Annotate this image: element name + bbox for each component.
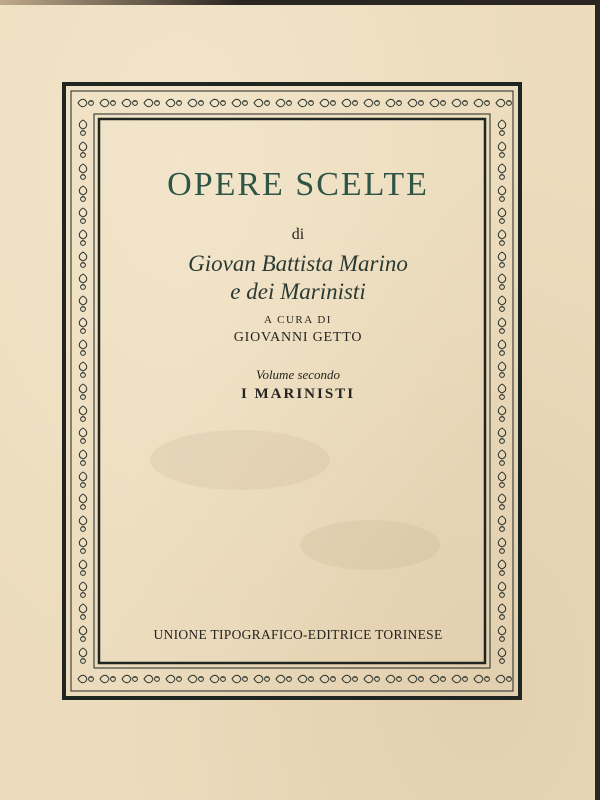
acorn-leaf-icon (498, 582, 506, 597)
curator-name: GIOVANNI GETTO (233, 330, 363, 345)
acorn-leaf-icon (498, 450, 506, 465)
acorn-leaf-icon (364, 675, 379, 683)
acorn-leaf-icon (474, 99, 489, 107)
acorn-leaf-icon (498, 428, 506, 443)
acorn-leaf-icon (496, 99, 511, 107)
acorn-leaf-icon (386, 99, 401, 107)
acorn-leaf-icon (320, 675, 335, 683)
acorn-leaf-icon (452, 675, 467, 683)
volume-title: I MARINISTI (240, 386, 356, 402)
acorn-leaf-icon (232, 99, 247, 107)
acorn-leaf-icon (474, 675, 489, 683)
acorn-leaf-icon (430, 675, 445, 683)
acorn-leaf-icon (100, 675, 115, 683)
acorn-leaf-icon (364, 99, 379, 107)
acorn-leaf-icon (498, 538, 506, 553)
acorn-leaf-icon (122, 99, 137, 107)
acorn-leaf-icon (78, 99, 93, 107)
acorn-leaf-icon (79, 406, 87, 421)
curator-label: A CURA DI (264, 314, 332, 326)
acorn-leaf-icon (144, 99, 159, 107)
by-label: di (291, 226, 305, 243)
acorn-leaf-icon (498, 406, 506, 421)
acorn-leaf-icon (298, 99, 313, 107)
acorn-leaf-icon (166, 99, 181, 107)
acorn-leaf-icon (320, 99, 335, 107)
acorn-leaf-icon (79, 648, 87, 663)
acorn-leaf-icon (100, 99, 115, 107)
volume-label: Volume secondo (255, 367, 341, 382)
acorn-leaf-icon (79, 208, 87, 223)
acorn-leaf-icon (498, 648, 506, 663)
author-line-1: Giovan Battista Marino (188, 251, 408, 276)
acorn-leaf-icon (79, 494, 87, 509)
acorn-leaf-icon (166, 675, 181, 683)
acorn-leaf-icon (386, 675, 401, 683)
acorn-leaf-icon (452, 99, 467, 107)
acorn-leaf-icon (408, 99, 423, 107)
book-title: OPERE SCELTE (167, 166, 429, 203)
acorn-leaf-icon (342, 675, 357, 683)
acorn-leaf-icon (254, 675, 269, 683)
author-block (78, 250, 518, 306)
acorn-leaf-icon (188, 675, 203, 683)
acorn-leaf-icon (342, 99, 357, 107)
acorn-leaf-icon (144, 675, 159, 683)
publisher-name: UNIONE TIPOGRAFICO-EDITRICE TORINESE (153, 627, 443, 642)
acorn-leaf-icon (122, 675, 137, 683)
acorn-leaf-icon (79, 516, 87, 531)
acorn-leaf-icon (498, 560, 506, 575)
acorn-leaf-icon (79, 428, 87, 443)
acorn-leaf-icon (79, 120, 87, 135)
acorn-leaf-icon (232, 675, 247, 683)
acorn-leaf-icon (430, 99, 445, 107)
acorn-leaf-icon (188, 99, 203, 107)
acorn-leaf-icon (79, 142, 87, 157)
acorn-leaf-icon (254, 99, 269, 107)
acorn-leaf-icon (498, 604, 506, 619)
acorn-leaf-icon (498, 516, 506, 531)
acorn-leaf-icon (276, 99, 291, 107)
acorn-leaf-icon (498, 494, 506, 509)
acorn-leaf-icon (79, 604, 87, 619)
acorn-leaf-icon (79, 472, 87, 487)
acorn-leaf-icon (298, 675, 313, 683)
acorn-leaf-icon (498, 208, 506, 223)
acorn-leaf-icon (210, 675, 225, 683)
acorn-leaf-icon (79, 560, 87, 575)
acorn-leaf-icon (79, 450, 87, 465)
acorn-leaf-icon (79, 582, 87, 597)
acorn-leaf-icon (79, 538, 87, 553)
acorn-leaf-icon (498, 142, 506, 157)
acorn-leaf-icon (276, 675, 291, 683)
acorn-leaf-icon (496, 675, 511, 683)
author-line-2: e dei Marinisti (230, 279, 366, 304)
acorn-leaf-icon (78, 675, 93, 683)
acorn-leaf-icon (498, 120, 506, 135)
acorn-leaf-icon (408, 675, 423, 683)
acorn-leaf-icon (498, 472, 506, 487)
acorn-leaf-icon (210, 99, 225, 107)
